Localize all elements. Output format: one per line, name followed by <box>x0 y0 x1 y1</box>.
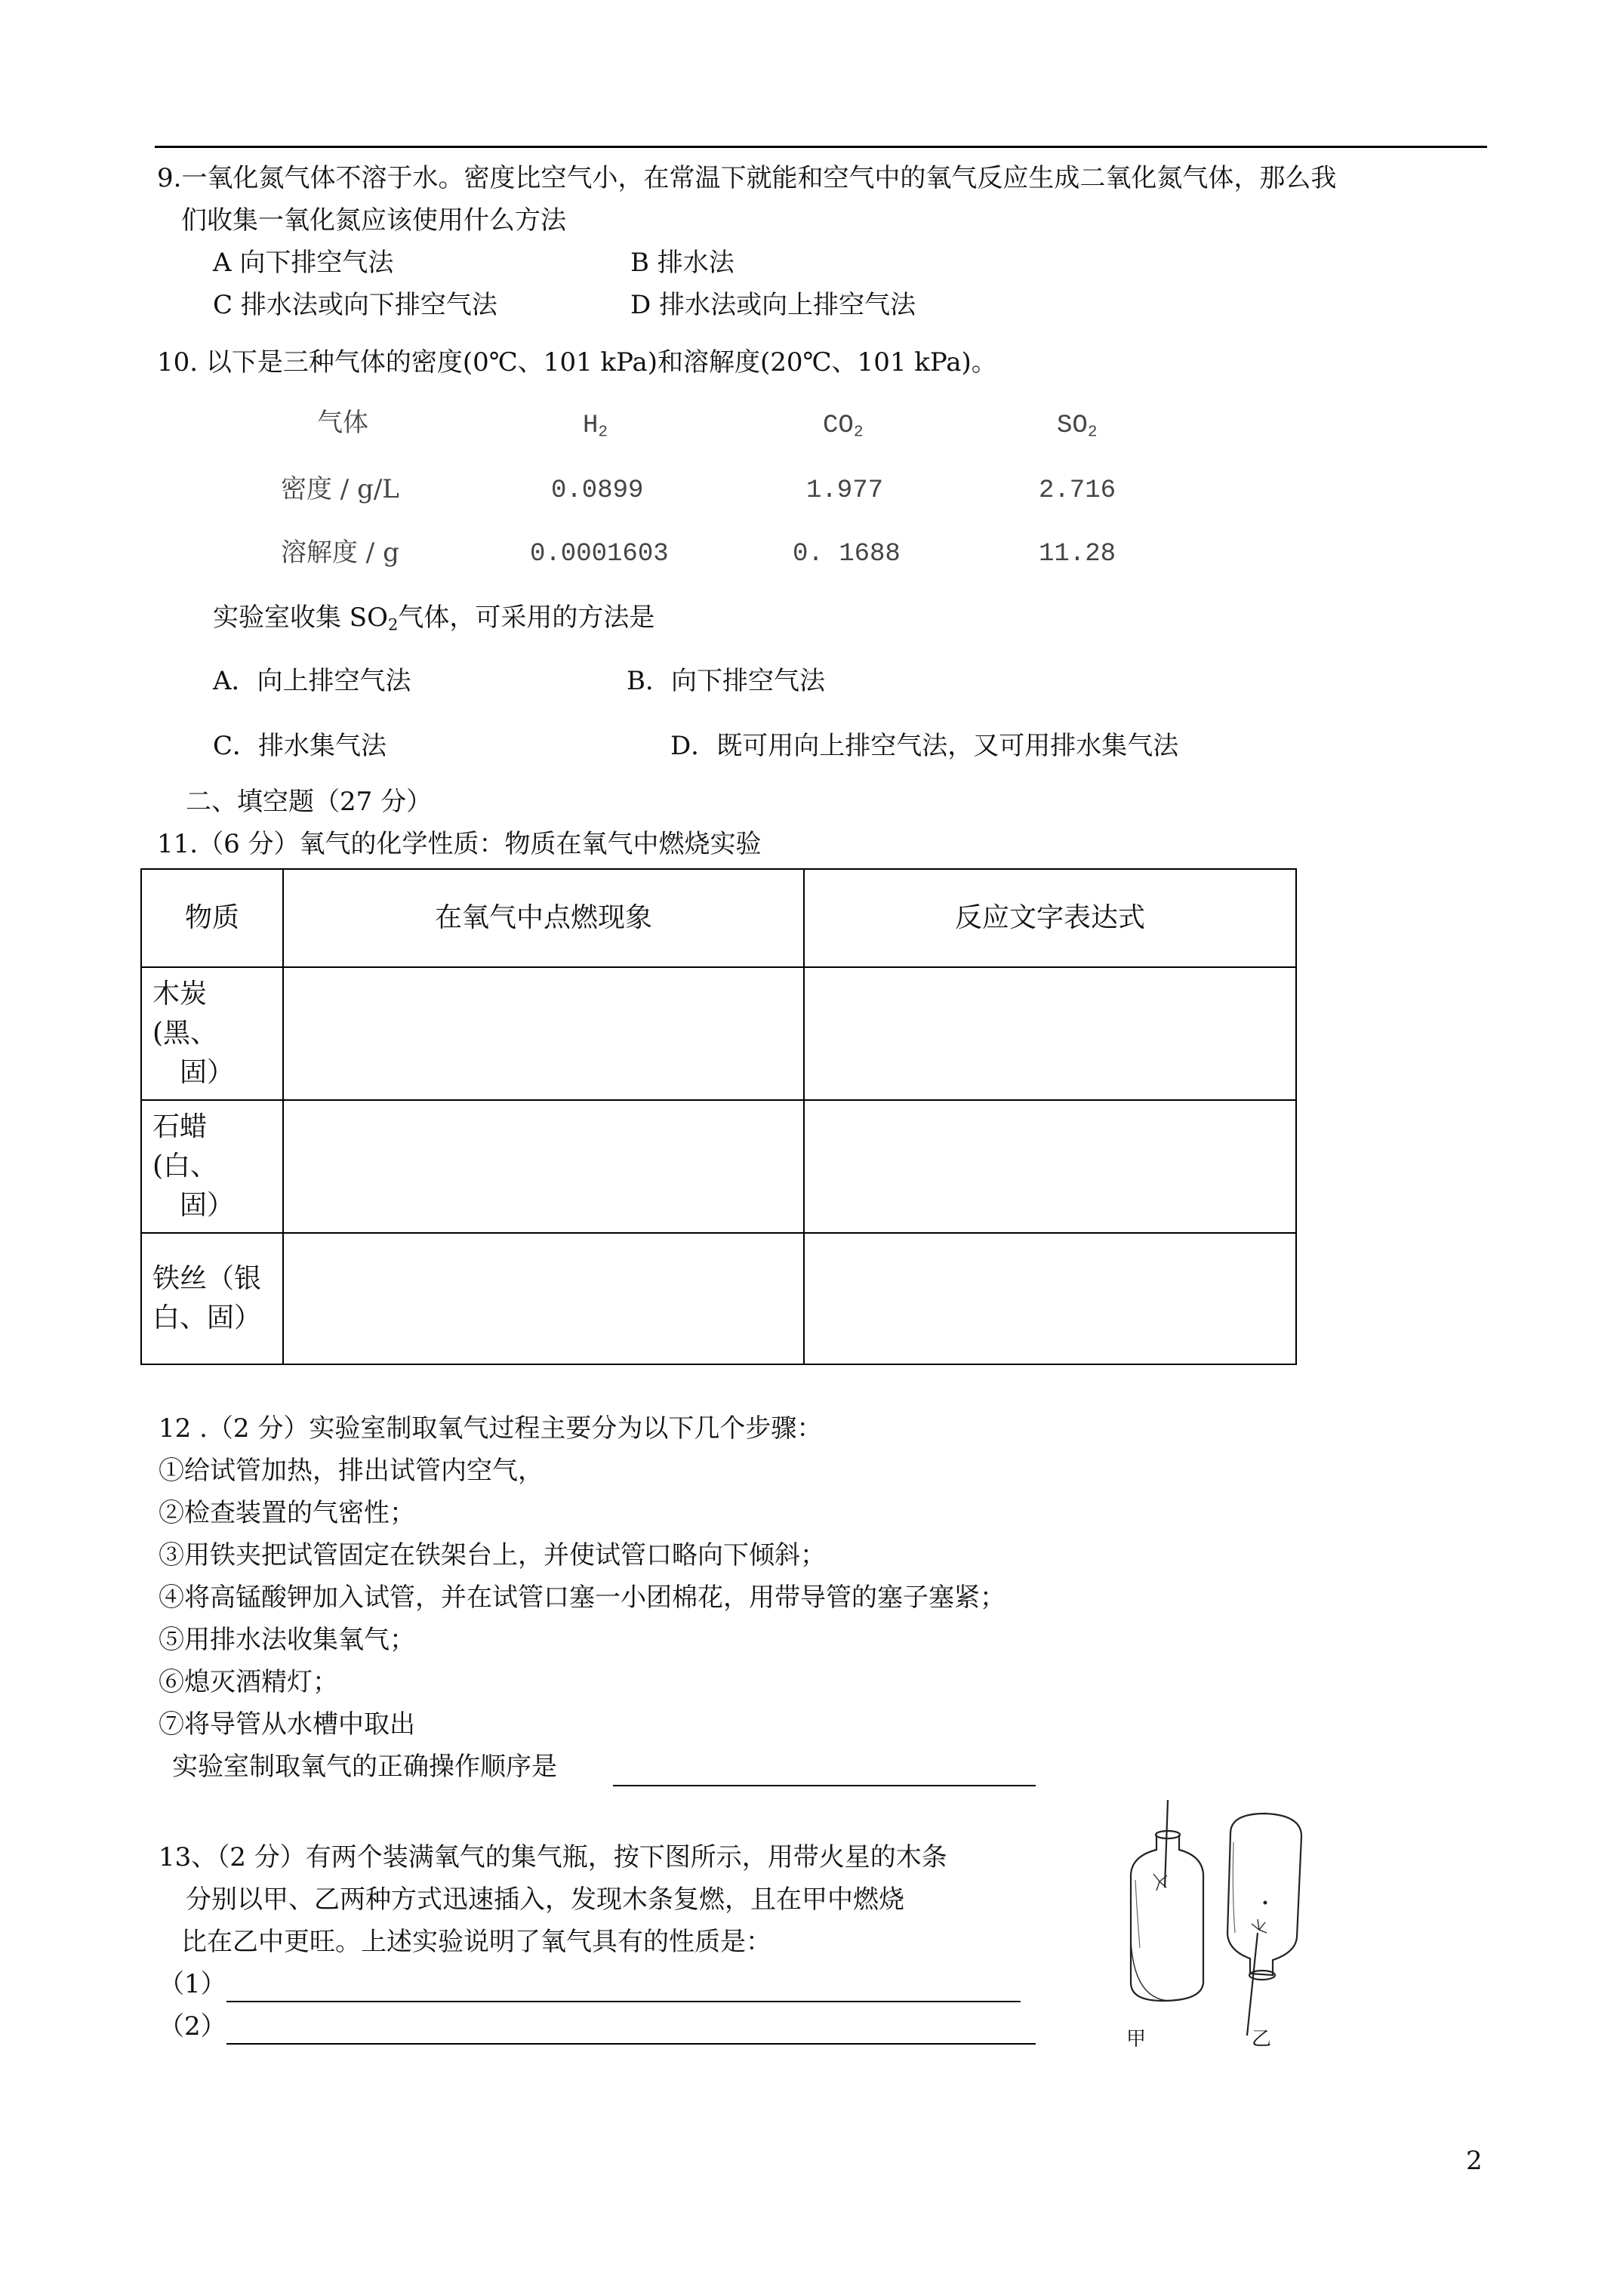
q10-prompt: 实验室收集 $SO_2$气体，可采用的方法是 <box>213 603 655 634</box>
q10-table-gas-co2: $CO_2$ <box>823 411 864 442</box>
q10-table-density-h2: 0.0899 <box>551 476 644 505</box>
q10-table-solubility-co2: 0. 1688 <box>793 540 901 569</box>
q11-table <box>140 868 1297 1365</box>
q13-answer-blank-2[interactable] <box>226 2043 1036 2045</box>
q11-charcoal-expression-cell[interactable] <box>804 967 1296 1100</box>
q12-stem: 12 .（2 分）实验室制取氧气过程主要分为以下几个步骤： <box>159 1413 823 1444</box>
q11-iron-phenomenon-cell[interactable] <box>283 1233 804 1364</box>
q12-step-1: ①给试管加热，排出试管内空气， <box>159 1456 544 1486</box>
table-row <box>141 967 1296 1100</box>
table-row <box>141 1233 1296 1364</box>
q10-table-gas-h2: $H_2$ <box>583 411 608 442</box>
q11-charcoal-phenomenon-cell[interactable] <box>283 967 804 1100</box>
q10-option-a: A．向上排空气法 <box>213 666 411 696</box>
q10-table-gas-so2: $SO_2$ <box>1057 411 1098 442</box>
q10-stem: 10. 以下是三种气体的密度(0℃、101 kPa)和溶解度(20℃、101 kPa)。 <box>157 347 997 378</box>
inverted-bottle-icon <box>1227 1814 1301 2036</box>
table-row <box>141 1100 1296 1233</box>
header-rule <box>155 146 1487 148</box>
q11-header-expression: 反应文字表达式 <box>804 869 1296 967</box>
q12-answer-prompt: 实验室制取氧气的正确操作顺序是 <box>172 1752 557 1782</box>
q13-stem-line3: 比在乙中更旺。上述实验说明了氧气具有的性质是： <box>181 1927 771 1957</box>
q11-table-header-row <box>141 869 1296 967</box>
upright-bottle-icon <box>1131 1800 1203 2001</box>
q12-step-4: ④将高锰酸钾加入试管，并在试管口塞一小团棉花，用带导管的塞子塞紧； <box>159 1583 1006 1613</box>
q9-option-a: A 向下排空气法 <box>213 248 394 278</box>
q12-step-3: ③用铁夹把试管固定在铁架台上，并使试管口略向下倾斜； <box>159 1540 826 1570</box>
q12-answer-blank[interactable] <box>613 1785 1036 1786</box>
q12-step-6: ⑥熄灭酒精灯； <box>159 1667 338 1697</box>
q12-step-2: ②检查装置的气密性； <box>159 1498 415 1528</box>
q11-paraffin-phenomenon-cell[interactable] <box>283 1100 804 1233</box>
q13-stem-line1: 13、（2 分）有两个装满氧气的集气瓶，按下图所示，用带火星的木条 <box>159 1842 947 1872</box>
q11-iron-expression-cell[interactable] <box>804 1233 1296 1364</box>
q10-table-density-label: 密度 / g/L <box>281 474 399 504</box>
q10-option-d: D．既可用向上排空气法，又可用排水集气法 <box>670 731 1179 761</box>
q13-blank1-label: （1） <box>159 1969 226 1999</box>
q9-option-b: B 排水法 <box>630 248 735 278</box>
q12-step-7: ⑦将导管从水槽中取出 <box>159 1709 415 1740</box>
gas-bottles-figure <box>1087 1797 1344 2061</box>
q13-answer-blank-1[interactable] <box>226 2001 1021 2002</box>
q10-table-solubility-so2: 11.28 <box>1039 540 1116 569</box>
q13-stem-line2: 分别以甲、乙两种方式迅速插入，发现木条复燃，且在甲中燃烧 <box>186 1885 904 1915</box>
q11-stem: 11.（6 分）氧气的化学性质：物质在氧气中燃烧实验 <box>157 829 762 859</box>
page-number: 2 <box>1466 2146 1483 2176</box>
q10-option-c: C．排水集气法 <box>213 731 387 761</box>
figure-label-jia: 甲 <box>1126 2028 1147 2051</box>
q11-row-charcoal-label: 木炭(黑、 固） <box>141 967 283 1100</box>
q10-table-header-gas: 气体 <box>317 408 368 438</box>
q10-table-density-so2: 2.716 <box>1039 476 1116 505</box>
q9-option-d: D 排水法或向上排空气法 <box>630 290 916 320</box>
q10-table-solubility-h2: 0.0001603 <box>530 540 669 569</box>
section-title-fill-in: 二、填空题（27 分） <box>186 787 433 817</box>
q9-stem-line1: 9.一氧化氮气体不溶于水。密度比空气小，在常温下就能和空气中的氧气反应生成二氧化氮气体，那么我 <box>157 163 1337 193</box>
q11-header-substance: 物质 <box>141 869 283 967</box>
q11-paraffin-expression-cell[interactable] <box>804 1100 1296 1233</box>
q12-step-5: ⑤用排水法收集氧气； <box>159 1625 415 1655</box>
q9-option-c: C 排水法或向下排空气法 <box>213 290 497 320</box>
q9-stem-line2: 们收集一氧化氮应该使用什么方法 <box>181 205 566 236</box>
q11-row-paraffin-label: 石蜡(白、 固） <box>141 1100 283 1233</box>
q10-table-solubility-label: 溶解度 / g <box>281 538 399 568</box>
q11-header-phenomenon: 在氧气中点燃现象 <box>283 869 804 967</box>
figure-label-yi: 乙 <box>1252 2028 1272 2051</box>
q11-row-iron-wire-label: 铁丝（银 白、固） <box>141 1233 283 1364</box>
q13-blank2-label: （2） <box>159 2011 226 2042</box>
q10-option-b: B．向下排空气法 <box>627 666 825 696</box>
q10-table-density-co2: 1.977 <box>806 476 884 505</box>
